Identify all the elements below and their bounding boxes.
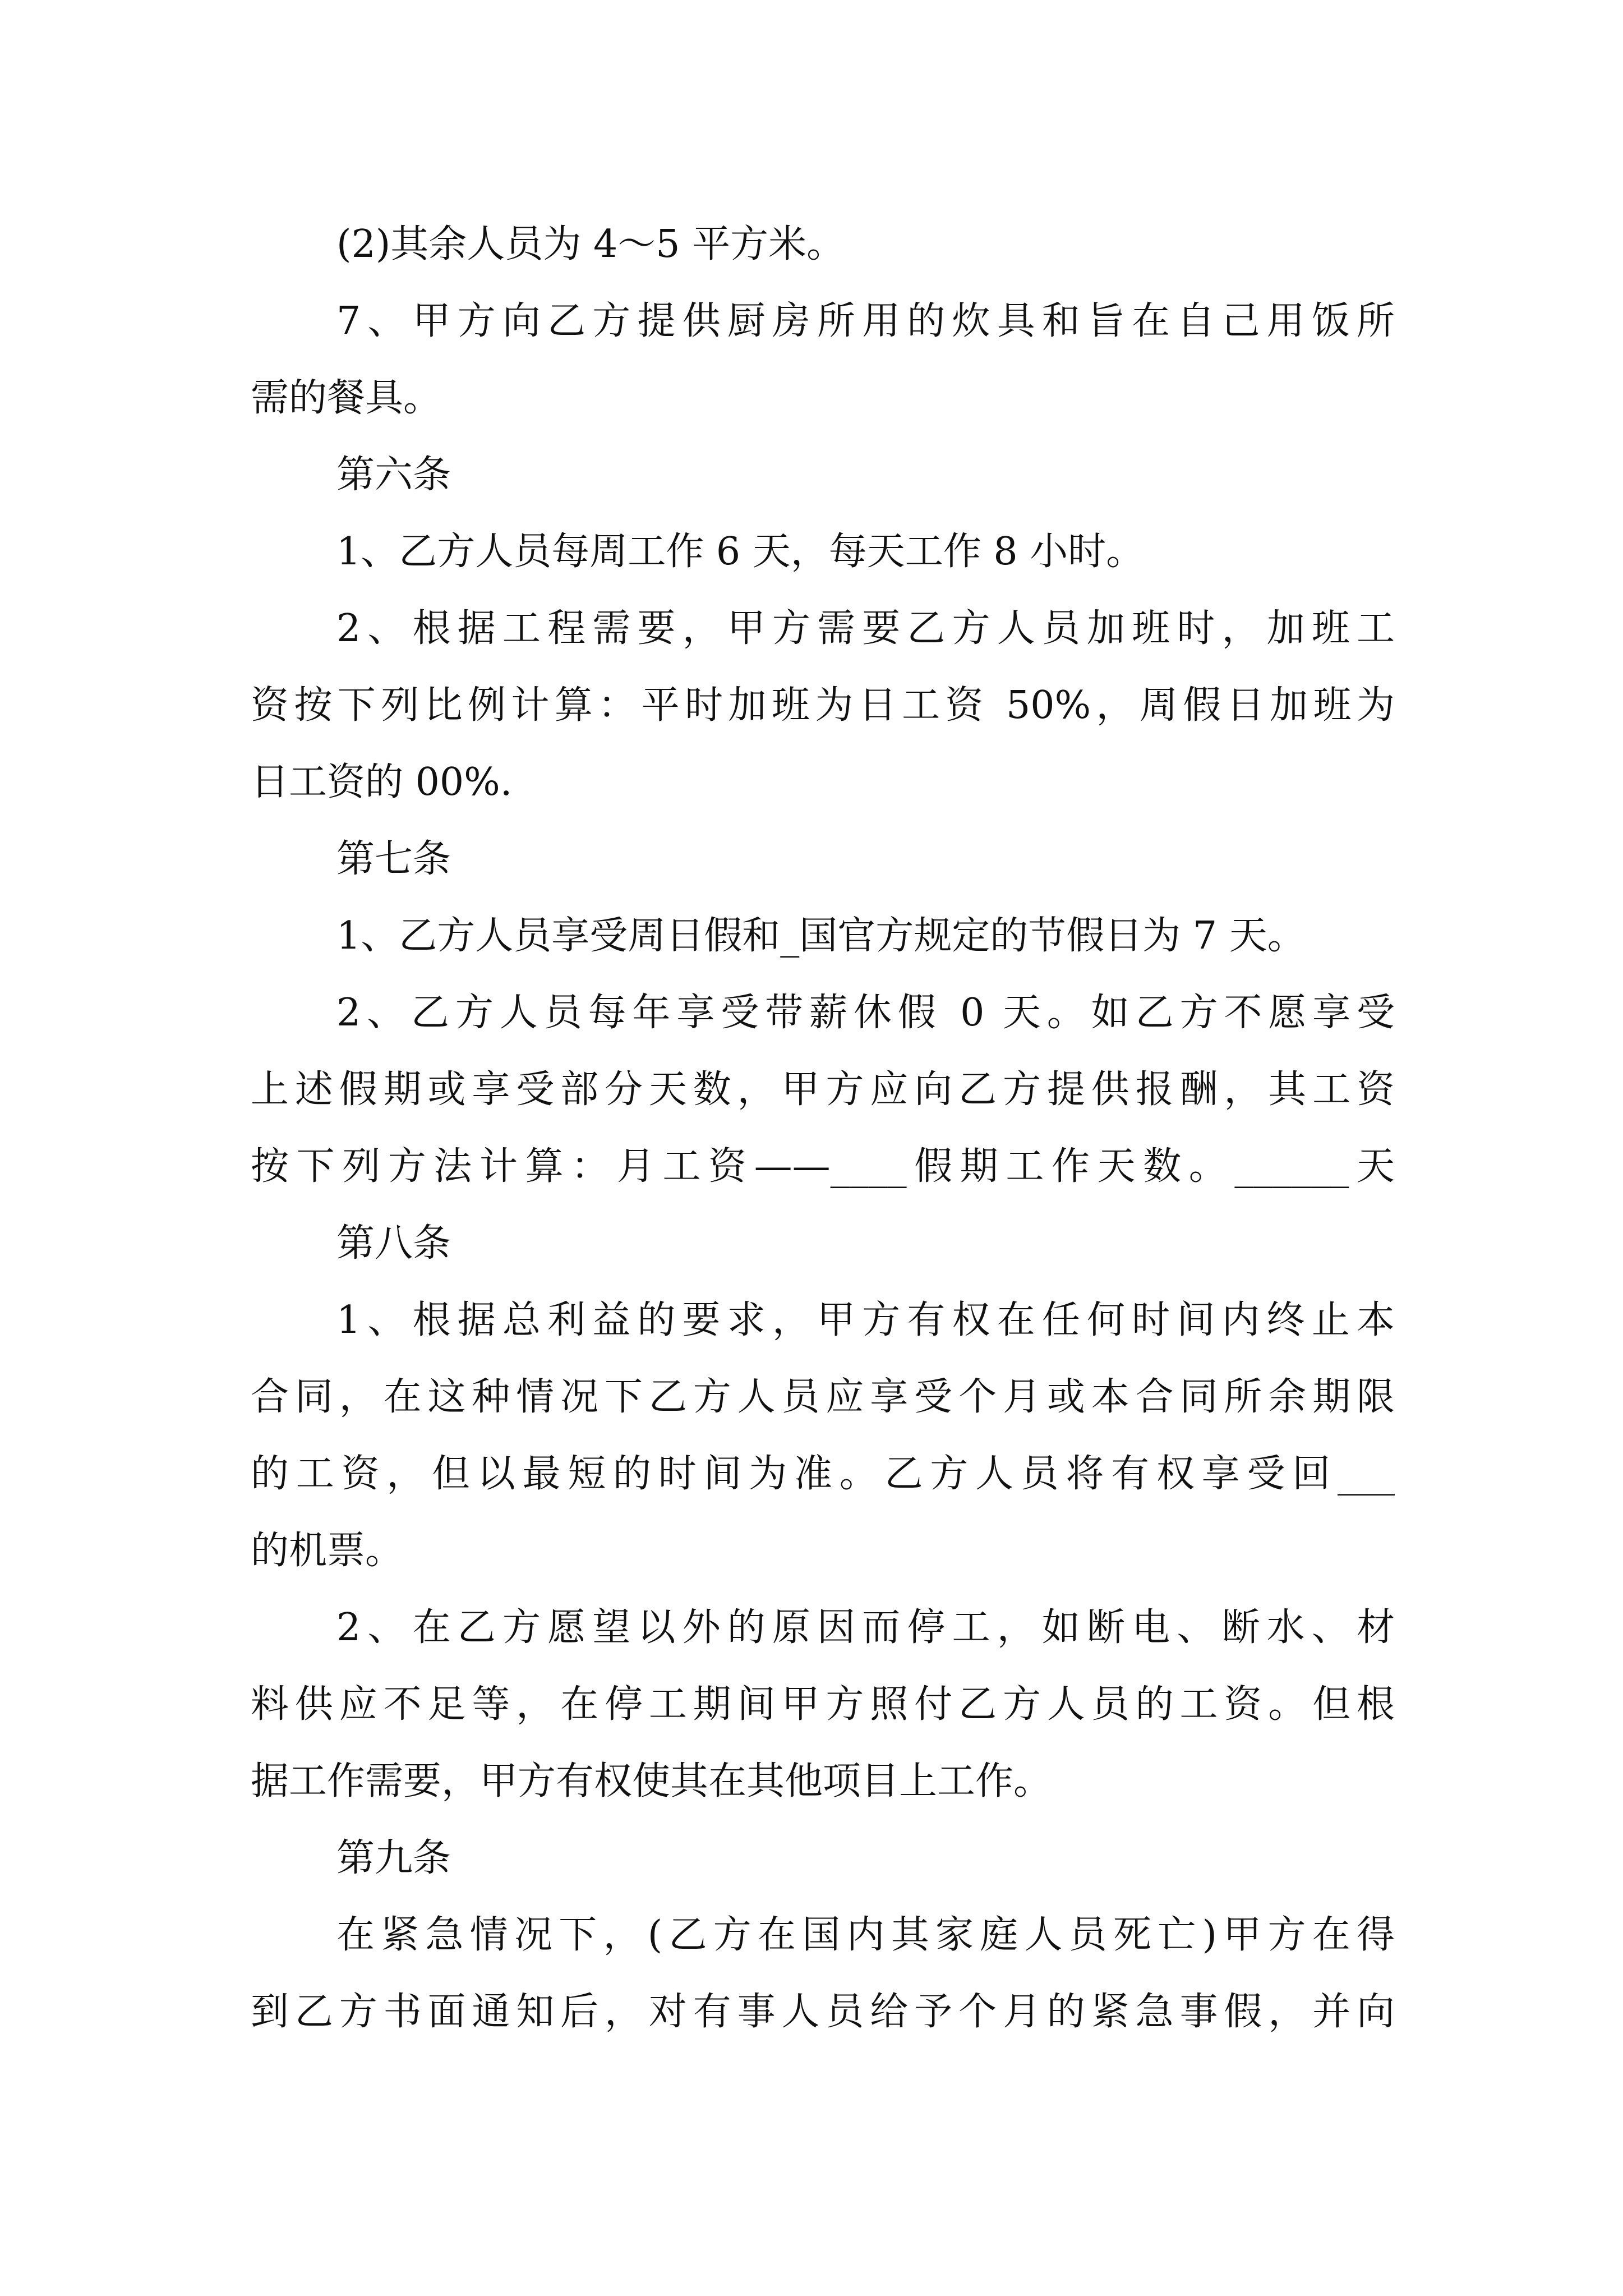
text-line-21: 据工作需要，甲方有权使其在其他项目上工作。 <box>251 1759 1052 1803</box>
text-line-3: 需的餐具。 <box>251 376 442 420</box>
text-line-12: 上述假期或享受部分天数，甲方应向乙方提供报酬，其工资 <box>251 1068 1395 1112</box>
section-heading-8: 第八条 <box>336 1221 451 1266</box>
text-line-19: 2、在乙方愿望以外的原因而停工，如断电、断水、材 <box>336 1605 1395 1650</box>
text-line-6: 2、根据工程需要，甲方需要乙方人员加班时，加班工 <box>336 606 1395 651</box>
text-line-23: 在紧急情况下，(乙方在国内其家庭人员死亡)甲方在得 <box>336 1913 1395 1957</box>
text-line-8: 日工资的 00%. <box>251 760 513 804</box>
text-line-1: (2)其余人员为 4～5 平方米。 <box>336 222 845 266</box>
text-line-18: 的机票。 <box>251 1529 404 1573</box>
section-heading-6: 第六条 <box>336 453 451 497</box>
text-line-5: 1、乙方人员每周工作 6 天，每天工作 8 小时。 <box>336 530 1145 574</box>
text-line-16: 合同，在这种情况下乙方人员应享受个月或本合同所余期限 <box>251 1375 1395 1419</box>
text-line-15: 1、根据总利益的要求，甲方有权在任何时间内终止本 <box>336 1298 1395 1342</box>
text-line-13: 按下列方法计算：月工资——____假期工作天数。______天 <box>251 1144 1395 1189</box>
text-line-24: 到乙方书面通知后，对有事人员给予个月的紧急事假，并向 <box>251 1990 1395 2034</box>
text-line-17: 的工资，但以最短的时间为准。乙方人员将有权享受回___ <box>251 1452 1395 1496</box>
section-heading-7: 第七条 <box>336 837 451 881</box>
text-line-7: 资按下列比例计算：平时加班为日工资 50%，周假日加班为 <box>251 683 1395 728</box>
text-line-10: 1、乙方人员享受周日假和_国官方规定的节假日为 7 天。 <box>336 914 1306 958</box>
text-line-11: 2、乙方人员每年享受带薪休假 0 天。如乙方不愿享受 <box>336 991 1395 1035</box>
text-line-2: 7、甲方向乙方提供厨房所用的炊具和旨在自己用饭所 <box>336 299 1395 343</box>
text-line-20: 料供应不足等，在停工期间甲方照付乙方人员的工资。但根 <box>251 1682 1395 1727</box>
section-heading-9: 第九条 <box>336 1836 451 1880</box>
